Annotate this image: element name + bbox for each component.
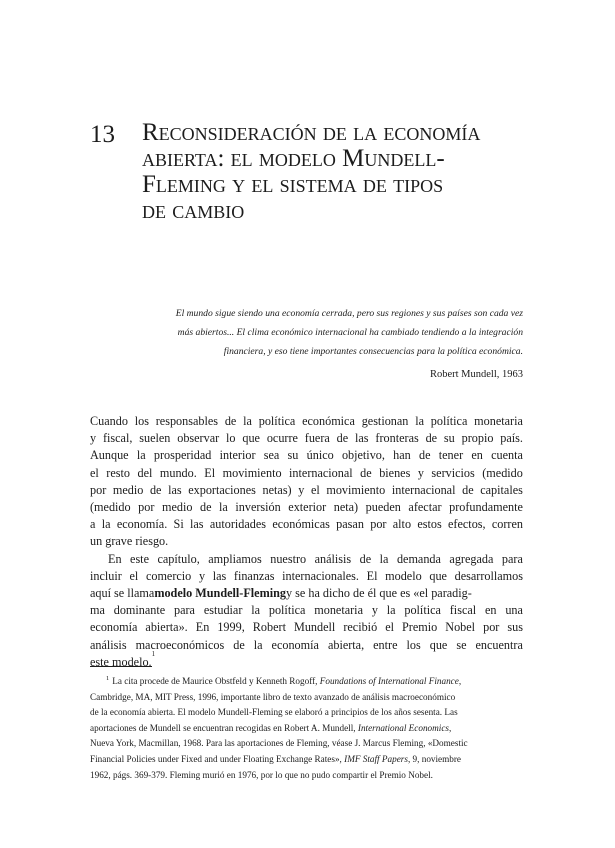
footnote-line: Cambridge, MA, MIT Press, 1996, importante libro de texto avanzado de análisis macroeconómico <box>90 691 456 702</box>
epigraph-quote <box>144 305 523 361</box>
body-line: y fiscal, suelen observar lo que ocurre fuera de las fronteras de su propio país. <box>90 431 523 446</box>
footnote-line <box>90 752 523 768</box>
body-text-run: aquí se llama <box>90 586 155 601</box>
body-line <box>90 585 523 602</box>
footnote-text-run: , 9, noviembre <box>407 753 462 764</box>
epigraph-line: El mundo sigue siendo una economía cerrada, pero sus regiones y sus países son cada vez <box>175 308 523 319</box>
epigraph-line: financiera, y eso tiene importantes consecuencias para la política económica. <box>223 345 523 357</box>
chapter-title-line: Reconsideración de la economía <box>142 119 481 146</box>
body-line: economía abierta». En 1999, Robert Mundell recibió el Premio Nobel por sus <box>90 620 523 635</box>
footnote-line <box>90 674 523 690</box>
epigraph-line: más abiertos... El clima económico internacional ha cambiado tendiendo a la integración <box>177 326 523 338</box>
chapter-number: 13 <box>90 121 115 148</box>
body-line: análisis macroeconómicos de la economía abierta, entre los que se encuentra <box>90 637 523 652</box>
footnote-mark: 1 <box>106 674 110 682</box>
footnote-line: 1962, págs. 369-379. Fleming murió en 1976, por lo que no pudo compartir el Premio Nobel. <box>90 769 433 780</box>
footnote-line: de la economía abierta. El modelo Mundell-Fleming se elaboró a principios de los años sesenta. Las <box>90 707 458 718</box>
body-line: En este capítulo, ampliamos nuestro análisis de la demanda agregada para <box>108 551 523 566</box>
body-line: un grave riesgo. <box>90 534 169 549</box>
chapter-title-line: abierta: el modelo Mundell- <box>142 145 445 172</box>
body-line: Aunque la prosperidad interior sea su único objetivo, han de tener en cuenta <box>90 448 523 463</box>
footnote <box>90 674 523 783</box>
journal-title: IMF Staff Papers <box>344 753 408 764</box>
body-text-run: este modelo. <box>90 654 152 669</box>
body-line: por medio de las exportaciones netas) y el movimiento internacional de capitales <box>90 482 523 497</box>
body-line: el resto del mundo. El movimiento internacional de bienes y servicios (medido <box>90 465 523 480</box>
body-line: incluir el comercio y las finanzas internacionales. El modelo que desarrollamos <box>90 568 523 583</box>
chapter-title-line: Fleming y el sistema de tipos <box>142 171 444 198</box>
book-title: Foundations of International Finance <box>319 676 459 686</box>
chapter-title <box>142 120 542 224</box>
footnote-line: Nueva York, Macmillan, 1968. Para las aportaciones de Fleming, véase J. Marcus Fleming, «Domestic <box>90 738 468 749</box>
footnote-text-run: , <box>458 676 462 686</box>
footnote-text-run: Financial Policies under Fixed and under Floating Exchange Rates», <box>90 753 345 764</box>
chapter-title-line: de cambio <box>142 197 245 224</box>
footnote-text-run: , <box>449 722 452 733</box>
body-text-run: y se ha dicho de él que es «el paradig- <box>286 586 472 601</box>
footnote-text-run: aportaciones de Mundell se encuentran recogidas en Robert A. Mundell, <box>90 722 358 733</box>
body-line: Cuando los responsables de la política económica gestionan la política monetaria <box>90 414 523 428</box>
body-line: a la economía. Si las autoridades económicas pasan por alto estos efectos, corren <box>90 517 523 532</box>
epigraph-author: Robert Mundell, 1963 <box>429 369 523 380</box>
footnote-line <box>90 721 523 737</box>
book-title: International Economics <box>357 722 449 733</box>
footnote-text-run: La cita procede de Maurice Obstfeld y Kenneth Rogoff, <box>112 676 320 686</box>
footnote-reference[interactable]: 1 <box>151 649 156 658</box>
body-text <box>90 413 523 671</box>
footnote-divider <box>90 666 152 667</box>
body-line: ma dominante para estudiar la política monetaria y la política fiscal en una <box>90 603 523 618</box>
key-term: modelo Mundell-Fleming <box>154 586 287 601</box>
body-line: (medido por medio de la inversión exterior neta) pueden afectar profundamente <box>90 500 523 515</box>
body-line <box>90 649 523 671</box>
